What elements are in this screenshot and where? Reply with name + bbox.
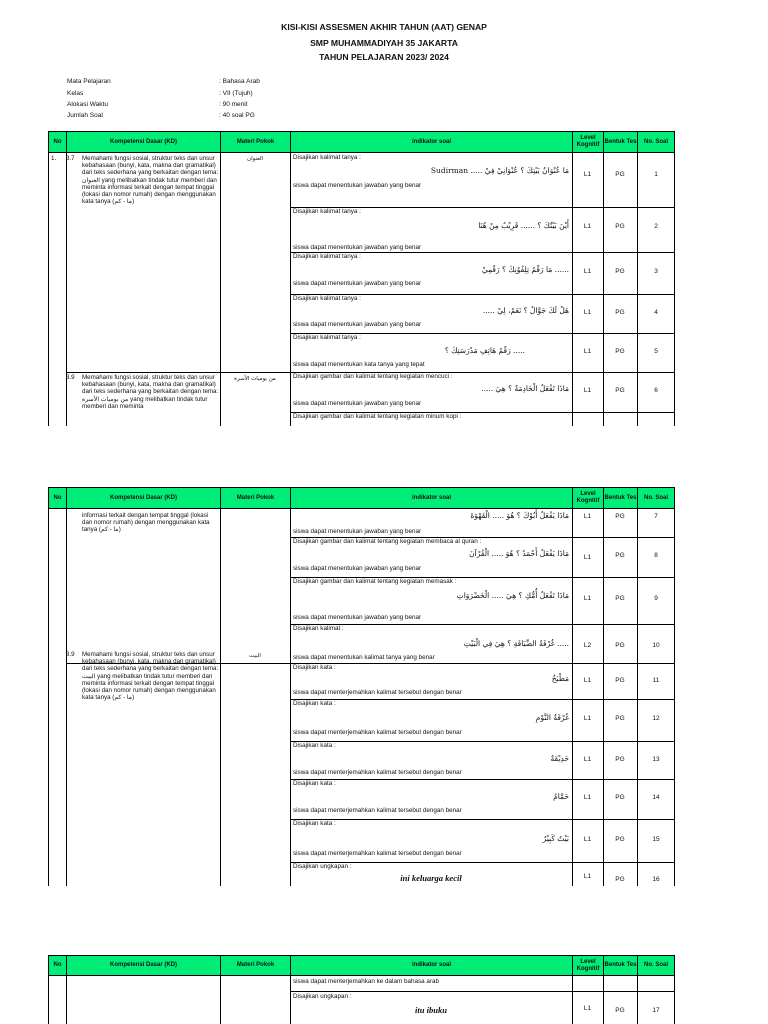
nosoal-cell: 6 — [654, 387, 658, 394]
indikator-goal: siswa dapat menentukan jawaban yang benar — [293, 280, 422, 287]
bentuk-cell: PG — [615, 715, 625, 722]
nosoal-cell: 5 — [654, 348, 658, 355]
kd-block — [66, 512, 218, 552]
nosoal-cell: 11 — [652, 677, 660, 684]
row-number: 1. — [51, 155, 57, 162]
col-kd-header: Kompetensi Dasar (KD) — [66, 488, 220, 508]
indikator-intro: Disajikan kata : — [293, 664, 336, 671]
indikator-goal: siswa dapat menentukan jawaban yang benar — [293, 182, 422, 189]
indikator-arabic: مَطْبَخٌ — [551, 674, 569, 683]
meta-label: Alokasi Waktu — [67, 101, 108, 108]
col-bentuk-header: Bentuk Tes — [603, 132, 637, 152]
level-cell: L2 — [583, 642, 592, 649]
indikator-arabic: ..... غُرْفَةُ الضِّيَافَةِ ؟ هِيَ فِي الْبَيْتِ — [463, 639, 569, 648]
bentuk-cell: PG — [615, 513, 625, 520]
indikator-arabic: هَلْ لَكَ جَوَّالٌ ؟ نَعَمْ، لِيْ ..... — [482, 306, 569, 315]
table-header — [48, 487, 675, 509]
table-row — [290, 208, 675, 252]
nosoal-cell: 10 — [652, 642, 660, 649]
bentuk-cell: PG — [615, 876, 625, 883]
nosoal-cell: 16 — [652, 876, 660, 883]
level-cell: L1 — [583, 513, 592, 520]
indikator-intro: Disajikan kalimat tanya : — [293, 334, 361, 341]
bentuk-cell: PG — [615, 309, 625, 316]
level-cell: L1 — [583, 387, 592, 394]
indikator-goal: siswa dapat menterjemahkan ke dalam bahasa arab — [293, 978, 439, 985]
kd-text: informasi terkait dengan tempat tinggal (lokasi dan nomor rumah) dengan menggunakan kata tanya (ما - كم) — [82, 512, 210, 534]
nosoal-cell: 3 — [654, 268, 658, 275]
col-nosoal-header: No. Soal — [637, 488, 675, 508]
indikator-intro: Disajikan kalimat tanya : — [293, 295, 361, 302]
bentuk-cell: PG — [615, 1007, 625, 1014]
indikator-goal: siswa dapat menentukan kalimat tanya yang benar — [293, 654, 435, 661]
bentuk-cell: PG — [615, 552, 625, 559]
table-row — [290, 334, 675, 372]
bentuk-cell: PG — [615, 836, 625, 843]
nosoal-cell: 7 — [654, 513, 658, 520]
nosoal-cell: 14 — [652, 794, 660, 801]
col-nosoal-header: No. Soal — [637, 956, 675, 975]
level-cell: L1 — [583, 873, 592, 880]
col-bentuk-header: Bentuk Tes — [603, 488, 637, 508]
table-header — [48, 131, 675, 153]
indikator-intro: Disajikan ungkapan : — [293, 993, 352, 1000]
indikator-goal: siswa dapat menterjemahkan kalimat tersebut dengan benar — [293, 769, 462, 776]
table-page-3 — [48, 955, 675, 1024]
meta-value: : VII (Tujuh) — [219, 90, 253, 97]
bentuk-cell: PG — [615, 677, 625, 684]
level-cell: L1 — [583, 756, 592, 763]
indikator-intro: Disajikan kalimat tanya : — [293, 154, 361, 161]
level-cell: L1 — [583, 171, 592, 178]
kd-block — [66, 155, 218, 231]
indikator-intro: Disajikan kalimat tanya : — [293, 253, 361, 260]
indikator-arabic: مَاذَا تَفْعَلُ الْخَادِمَةُ ؟ هِيَ ..... — [481, 384, 569, 393]
indikator-goal: siswa dapat menentukan kata tanya yang tepat — [293, 361, 425, 368]
kd-block — [66, 374, 218, 426]
level-cell: L1 — [583, 1005, 592, 1012]
bentuk-cell: PG — [615, 348, 625, 355]
indikator-goal: siswa dapat menentukan jawaban yang benar — [293, 614, 422, 621]
materi-pokok: البيت — [249, 653, 261, 659]
bentuk-cell: PG — [615, 268, 625, 275]
col-bentuk-header: Bentuk Tes — [603, 956, 637, 975]
nosoal-cell: 12 — [652, 715, 660, 722]
indikator-arabic: غُرْفَةُ النَّوْمِ — [535, 713, 569, 722]
indikator-arabic: مَا عُنْوَانُ بَيْتِكَ ؟ عُنْوَانِيْ فِيْ ..... Sudirman — [430, 166, 569, 175]
meta-value: : 90 menit — [219, 101, 248, 108]
indikator-arabic: مَاذَا يَفْعَلُ أَبُوْكَ ؟ هُوَ ..... الْقَهْوَةَ — [470, 511, 569, 520]
table-row — [290, 993, 675, 1024]
indikator-goal: siswa dapat menentukan jawaban yang benar — [293, 400, 422, 407]
level-cell: L1 — [583, 268, 592, 275]
table-row — [290, 578, 675, 624]
indikator-arabic: مَاذَا يَفْعَلُ أَحْمَدُ ؟ هُوَ ..... الْقُرْآنَ — [469, 549, 569, 558]
table-row — [290, 510, 675, 537]
indikator-intro: Disajikan kalimat : — [293, 625, 344, 632]
indikator-arabic: ..... رَقْمُ هَاتِفِ مَدْرَسَتِكَ ؟ — [444, 346, 525, 355]
doc-title-line3: TAHUN PELAJARAN 2023/ 2024 — [319, 52, 449, 62]
level-cell: L1 — [583, 595, 592, 602]
meta-value: : 40 soal PG — [219, 112, 255, 119]
table-row — [290, 664, 675, 699]
meta-label: Jumlah Soal — [67, 112, 103, 119]
indikator-arabic: ...... مَا رَقْمُ تِلِفُوْنِكَ ؟ رَقْمِيْ — [481, 265, 569, 274]
table-row — [290, 742, 675, 779]
indikator-phrase: ini keluarga kecil — [400, 873, 462, 883]
materi-pokok: من يوميات الأسرة — [234, 376, 276, 382]
nosoal-cell: 2 — [654, 223, 658, 230]
indikator-intro: Disajikan ungkapan : — [293, 863, 352, 870]
bentuk-cell: PG — [615, 595, 625, 602]
nosoal-cell: 9 — [654, 595, 658, 602]
table-row — [290, 295, 675, 333]
indikator-arabic: بَيْتٌ كَبِيْرٌ — [542, 834, 569, 843]
table-row — [290, 538, 675, 577]
indikator-goal: siswa dapat menentukan jawaban yang benar — [293, 321, 422, 328]
table-page-1 — [48, 131, 675, 426]
level-cell: L1 — [583, 223, 592, 230]
table-row — [290, 413, 675, 426]
col-level-header: Level Kognitif — [572, 132, 603, 152]
col-no-header: No — [48, 132, 66, 152]
indikator-goal: siswa dapat menterjemahkan kalimat tersebut dengan benar — [293, 807, 462, 814]
col-level-header: Level Kognitif — [572, 488, 603, 508]
kd-number: 3.9 — [66, 374, 75, 381]
nosoal-cell: 13 — [652, 756, 660, 763]
bentuk-cell: PG — [615, 171, 625, 178]
indikator-intro: Disajikan gambar dan kalimat tentang kegiatan mencuci : — [293, 373, 453, 380]
indikator-intro: Disajikan kata : — [293, 820, 336, 827]
level-cell: L1 — [583, 836, 592, 843]
col-indikator-header: indikator soal — [290, 488, 572, 508]
table-row — [290, 820, 675, 862]
doc-title-line1: KISI-KISI ASSESMEN AKHIR TAHUN (AAT) GENAP — [281, 22, 487, 32]
table-header — [48, 955, 675, 976]
indikator-goal: siswa dapat menentukan jawaban yang benar — [293, 565, 422, 572]
kd-text: Memahami fungsi sosial, struktur teks dan unsur kebahasaan (bunyi, kata, makna dan gramatikal) dari teks sederhana yang berkaitan dengan tema: العنوان yang melibatkan tindak tutur memberi dan meminta informasi terkait dengan tempat tinggal (lokasi dan nomor rumah) dengan menggunakan kata tanya (ما - كم) — [82, 155, 219, 206]
kd-block — [66, 651, 218, 731]
indikator-goal: siswa dapat menentukan jawaban yang benar — [293, 244, 422, 251]
bentuk-cell: PG — [615, 387, 625, 394]
meta-block — [67, 77, 367, 121]
indikator-intro: Disajikan kalimat tanya : — [293, 208, 361, 215]
doc-title-line2: SMP MUHAMMADIYAH 35 JAKARTA — [310, 38, 458, 48]
indikator-intro: Disajikan gambar dan kalimat tentang kegiatan memasak : — [293, 578, 457, 585]
col-materi-header: Materi Pokok — [220, 132, 290, 152]
col-no-header: No — [48, 956, 66, 975]
level-cell: L1 — [583, 309, 592, 316]
indikator-arabic: حَمَّامٌ — [553, 792, 569, 801]
indikator-arabic: حَدِيْقَةٌ — [550, 754, 569, 763]
table-row — [290, 700, 675, 741]
col-kd-header: Kompetensi Dasar (KD) — [66, 132, 220, 152]
col-indikator-header: indikator soal — [290, 956, 572, 975]
level-cell: L1 — [583, 677, 592, 684]
table-row — [290, 978, 675, 991]
materi-pokok: العنوان — [247, 156, 263, 162]
indikator-intro: Disajikan kata : — [293, 700, 336, 707]
level-cell: L1 — [583, 715, 592, 722]
kd-number: 3.9 — [66, 651, 75, 658]
bentuk-cell: PG — [615, 756, 625, 763]
table-row — [290, 373, 675, 412]
col-nosoal-header: No. Soal — [637, 132, 675, 152]
kd-text: Memahami fungsi sosial, struktur teks dan unsur kebahasaan (bunyi, kata, makna dan gramatikal) dari teks sederhana yang berkaitan dengan tema: البيت yang melibatkan tindak tutur memberi dan meminta informasi terkait dengan tempat tinggal (lokasi dan nomor rumah) dengan menggunakan kata tanya (ما - كم) — [82, 651, 219, 702]
bentuk-cell: PG — [615, 642, 625, 649]
indikator-arabic: مَاذَا تَفْعَلُ أُمُّكِ ؟ هِيَ ..... الْخَضْرَوَاتِ — [456, 591, 569, 600]
indikator-goal: siswa dapat menterjemahkan kalimat tersebut dengan benar — [293, 850, 462, 857]
indikator-intro: Disajikan gambar dan kalimat tentang kegiatan minum kopi : — [293, 413, 462, 420]
indikator-arabic: أَيْنَ بَيْتُكَ ؟ ...... قَرِيْبٌ مِنْ هُنَا — [478, 221, 569, 230]
indikator-goal: siswa dapat menterjemahkan kalimat tersebut dengan benar — [293, 689, 462, 696]
col-materi-header: Materi Pokok — [220, 956, 290, 975]
indikator-goal: siswa dapat menterjemahkan kalimat tersebut dengan benar — [293, 729, 462, 736]
col-level-header: Level Kognitif — [572, 956, 603, 975]
col-materi-header: Materi Pokok — [220, 488, 290, 508]
table-row — [290, 863, 675, 886]
table-row — [290, 780, 675, 819]
bentuk-cell: PG — [615, 223, 625, 230]
kd-text: Memahami fungsi sosial, struktur teks dan unsur kebahasaan (bunyi, kata, makna dan gramatikal) dari teks sederhana yang berkaitan dengan tema: من يوميات الأسرة yang melibatkan tindak tutur memberi dan meminta — [82, 374, 218, 410]
nosoal-cell: 15 — [652, 836, 660, 843]
col-kd-header: Kompetensi Dasar (KD) — [66, 956, 220, 975]
indikator-phrase: itu ibuku — [415, 1005, 447, 1015]
table-row — [290, 253, 675, 294]
indikator-intro: Disajikan kata : — [293, 742, 336, 749]
bentuk-cell: PG — [615, 794, 625, 801]
table-page-2 — [48, 487, 675, 886]
col-no-header: No — [48, 488, 66, 508]
indikator-goal: siswa dapat menentukan jawaban yang benar — [293, 528, 422, 535]
nosoal-cell: 4 — [654, 309, 658, 316]
level-cell: L1 — [583, 794, 592, 801]
level-cell: L1 — [583, 554, 592, 561]
nosoal-cell: 8 — [654, 552, 658, 559]
indikator-intro: Disajikan gambar dan kalimat tentang kegiatan membaca al quran : — [293, 538, 482, 545]
table-row — [290, 154, 675, 207]
meta-value: : Bahasa Arab — [219, 78, 260, 85]
level-cell: L1 — [583, 348, 592, 355]
nosoal-cell: 1 — [654, 171, 658, 178]
indikator-intro: Disajikan kata : — [293, 780, 336, 787]
meta-label: Mata Pelajaran — [67, 78, 111, 85]
meta-label: Kelas — [67, 90, 84, 97]
kd-number: 3.7 — [66, 155, 75, 162]
nosoal-cell: 17 — [652, 1007, 660, 1014]
col-indikator-header: indikator soal — [290, 132, 572, 152]
table-row — [290, 625, 675, 663]
